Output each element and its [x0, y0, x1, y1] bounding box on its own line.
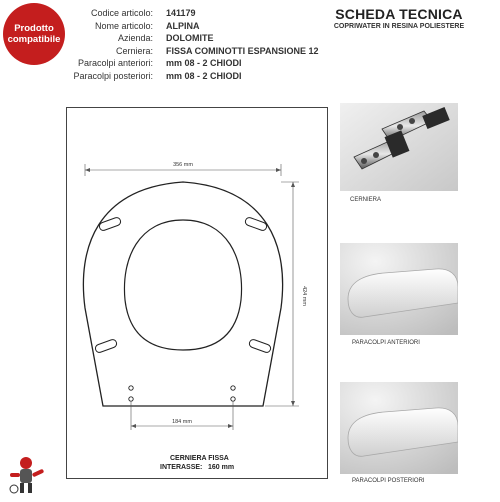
brand-logo	[4, 453, 48, 497]
width-dim-label: 356 mm	[173, 162, 193, 168]
rear-bumper-svg	[340, 382, 458, 474]
hinge-hole-left-upper	[129, 386, 133, 390]
hinge-photo-svg	[340, 103, 458, 191]
spec-label: Paracolpi anteriori:	[77, 58, 153, 68]
hinge-screw-4	[409, 118, 415, 124]
logo-leg-right	[28, 483, 32, 493]
hinge-hole-left-lower	[129, 397, 133, 401]
height-dim-arrow-bottom	[291, 401, 295, 406]
logo-body	[20, 469, 32, 483]
front-bumper-caption: PARACOLPI ANTERIORI	[352, 340, 420, 346]
hinge-screw-2	[373, 152, 379, 158]
front-bumper-photo	[340, 243, 458, 335]
hinge-caption: CERNIERA	[350, 197, 382, 203]
rear-bumper-photo	[340, 382, 458, 474]
spec-value: ALPINA	[166, 20, 200, 31]
interaxis-arrow-right	[228, 424, 233, 428]
technical-drawing	[66, 107, 328, 479]
spec-label: Azienda:	[117, 33, 153, 43]
compatible-product-badge	[3, 3, 65, 65]
hinge-photo	[340, 103, 458, 191]
spec-value: FISSA COMINOTTI ESPANSIONE 12	[166, 45, 319, 56]
interaxis-label: INTERASSE:	[160, 464, 203, 471]
brand-logo-svg	[4, 453, 48, 497]
spec-label: Cerniera:	[115, 45, 153, 56]
hinge-type-label: CERNIERA FISSA	[170, 455, 229, 462]
spec-label: Codice articolo:	[90, 8, 153, 18]
logo-head	[20, 457, 32, 469]
spec-value: 141179	[166, 8, 196, 18]
seat-inner-opening	[124, 220, 241, 350]
badge-text: Prodotto compatibile	[7, 23, 61, 45]
height-dim-label: 424 mm	[301, 286, 307, 306]
spec-value: mm 08 - 2 CHIODI	[166, 58, 242, 68]
title-block	[300, 6, 498, 30]
hinge-hole-right-lower	[231, 397, 235, 401]
logo-toilet-icon	[10, 485, 18, 493]
front-bumper-svg	[340, 243, 458, 335]
interaxis-arrow-left	[131, 424, 136, 428]
hinge-hole-right-upper	[231, 386, 235, 390]
spec-label: Paracolpi posteriori:	[73, 70, 153, 81]
hinge-screw-3	[397, 124, 403, 130]
logo-arm-left	[10, 473, 20, 477]
spec-value: mm 08 - 2 CHIODI	[166, 70, 242, 81]
page-subtitle: COPRIWATER IN RESINA POLIESTERE	[333, 23, 465, 30]
logo-arm-right	[32, 469, 45, 478]
interaxis-dim-label: 184 mm	[172, 419, 192, 425]
hinge-screw-1	[361, 158, 367, 164]
logo-leg-left	[20, 483, 24, 493]
rear-bumper-caption: PARACOLPI POSTERIORI	[352, 478, 425, 484]
spec-label: Nome articolo:	[94, 20, 153, 31]
seat-drawing-svg	[67, 108, 327, 478]
spec-value: DOLOMITE	[166, 33, 214, 43]
width-dim-arrow-right	[276, 168, 281, 172]
width-dim-arrow-left	[85, 168, 90, 172]
height-dim-arrow-top	[291, 182, 295, 187]
page-title: SCHEDA TECNICA	[335, 6, 463, 22]
interaxis-value: 160 mm	[208, 464, 235, 471]
